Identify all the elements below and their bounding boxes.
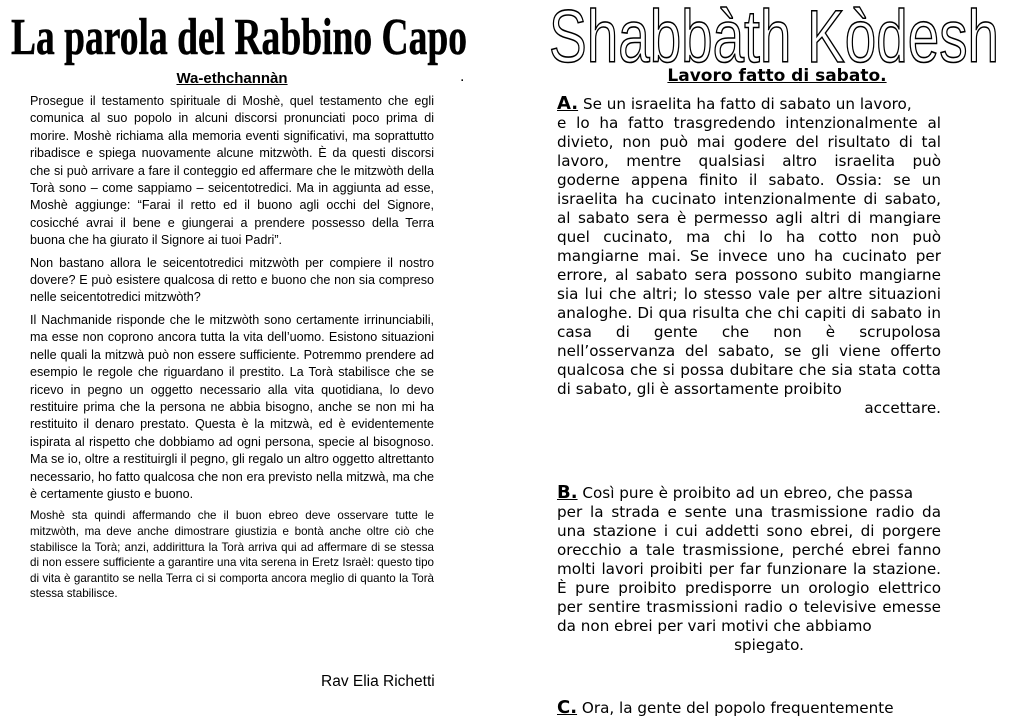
left-paragraph-4: Moshè sta quindi affermando che il buon ebreo deve osservare tutte le mitzwòth, ma deve anche dimostrare giustizia e bontà anche oltre ciò che stabilisce la Torà; anzi, addirittura la Torà arriva qui ad affermare di se stessa di non essere sufficiente a garantire una vita serena in Eretz Israèl: questo tipo di vita è garantito se nella Terra ci si comporta ancora meglio di quanto la Torà stessa stabilisce.: [30, 509, 434, 601]
section-b-marker: B.: [557, 482, 578, 503]
section-a-marker: A.: [557, 93, 579, 114]
right-page-title-text: Shabbàth Kòdesh: [549, 0, 999, 78]
left-article-subtitle: Wa-ethchannàn: [176, 70, 288, 87]
section-b: [557, 483, 941, 655]
section-c-marker: C.: [557, 697, 578, 718]
section-b-first-line: [557, 483, 993, 503]
section-c-first-text: Ora, la gente del popolo frequentemente: [581, 699, 894, 717]
section-a-body: e lo ha fatto trasgredendo intenzionalmente al divieto, non può mai godere del risultato di tal lavoro, mentre qualsiasi altro israelita può goderne appena finito il sabato. Ossia: se un israelita ha cucinato intenzionalmente di sabato, al sabato sera è permesso agli altri di mangiare quel cucinato, ma chi lo ha cotto non può mangiarne mai. Se invece uno ha cucinato per errore, al sabato sera possono subito mangiarne sia lui che altri; lo stesso vale per altre situazioni analoghe. Di qua risulta che chi capiti di sabato in casa di gente che non è scrupolosa nell’osservanza del sabato, se gli viene offerto qualcosa che si possa dubitare che sia stata cotta di sabato, gli è assortamente proibito: [557, 114, 941, 398]
left-paragraph-1: Prosegue il testamento spirituale di Moshè, quel testamento che egli comunica al suo popolo in alcuni discorsi pronunciati poco prima di morire. Moshè richiama alla memoria eventi significativi, ma soprattutto ribadisce e spiega nuovamente alcune mitzwòth. È da questi discorsi che si può arrivare a fare il conteggio ed affermare che le mitzwòth della Torà sono – come sappiamo – seicentotredici. Ma in aggiunta ad esse, Moshè aggiunge: “Farai il retto ed il buono agli occhi del Signore, cosicché avrai il bene e giungerai a prendere possesso della Terra buona che ha giurato il Signore ai tuoi Padri”.: [30, 94, 434, 248]
left-paragraph-2: Non bastano allora le seicentotredici mitzwòth per compiere il nostro dovere? E può esistere qualcosa di retto e buono che non sia compreso nelle seicentotredici mitzwòth?: [30, 255, 434, 305]
section-a-tail: accettare.: [864, 399, 941, 417]
left-paragraph-3: Il Nachmanide risponde che le mitzwòth sono certamente irrinunciabili, ma esse non coprono ancora tutta la vita dell’uomo. Esistono situazioni nelle quali la mitzwà può non essere sufficiente. Potremmo prendere ad esempio le regole che riguardano il prestito. La Torà stabilisce che se ricevo in pegno un oggetto necessario alla vita quotidiana, lo devo restituire prima che la persona ne abbia bisogno, anche se non mi ha restituito il denaro prestato. Questa è la mitzwà, ed è evidentemente ispirata al rispetto che dobbiamo ad ogni persona, specie al bisognoso. Ma se io, oltre a restituirgli il pegno, gli regalo un altro oggetto altrettanto necessario, ho fatto qualcosa che non era previsto nella mitzwà, ma che è certamente giusto e buono.: [30, 312, 434, 501]
author-signature: Rav Elia Richetti: [321, 673, 435, 690]
section-b-tail: spiegato.: [734, 636, 804, 654]
section-a: [557, 94, 941, 418]
section-c-first-line: [557, 698, 993, 718]
right-article-subtitle: Lavoro fatto di sabato.: [667, 66, 887, 86]
left-page-title: [8, 4, 470, 66]
section-c: [557, 698, 941, 718]
section-b-first-text: Così pure è proibito ad un ebreo, che passa: [582, 484, 914, 502]
left-page-title-text: La parola del Rabbino Capo: [11, 9, 468, 66]
section-b-body: per la strada e sente una trasmissione radio da una stazione i cui addetti sono ebrei, di porgere orecchio a tale trasmissione, perché ebrei fanno molti lavori proibiti per far funzionare la stazione. È pure proibito predisporre un orologio elettrico per sentire trasmissioni radio o televisive emesse da non ebrei per vari motivi che abbiamo: [557, 503, 941, 635]
section-a-first-text: Se un israelita ha fatto di sabato un lavoro,: [582, 95, 912, 113]
separator-dot: .: [460, 68, 465, 85]
section-a-first-line: [557, 94, 993, 114]
left-article: [30, 70, 434, 607]
